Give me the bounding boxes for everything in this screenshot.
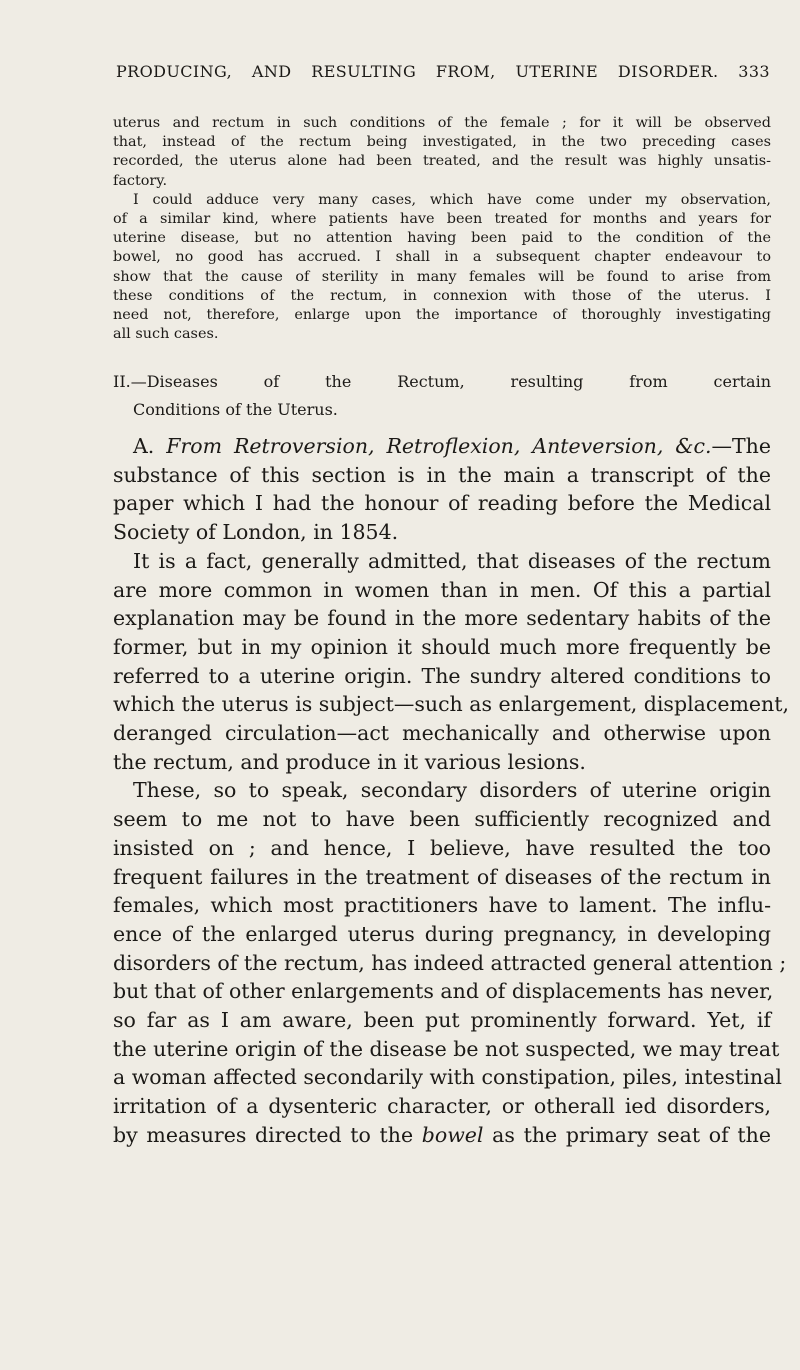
- text-line: ence of the enlarged uterus during pregnancy, in developing: [113, 921, 771, 946]
- text-line: the rectum, and produce in it various lesions.: [113, 749, 586, 774]
- running-title: PRODUCING, AND RESULTING FROM, UTERINE DISORDER.: [116, 62, 719, 81]
- text-line: of a similar kind, where patients have been treated for months and years for: [113, 211, 771, 228]
- text-line: females, which most practitioners have to lament. The influ-: [113, 893, 771, 918]
- text-line: need not, therefore, enlarge upon the importance of thoroughly investigating: [113, 307, 771, 324]
- text-line: These, so to speak, secondary disorders of uterine origin: [133, 778, 771, 803]
- final-line-start: by measures directed to the: [113, 1122, 422, 1147]
- text-line: It is a fact, generally admitted, that diseases of the rectum: [133, 548, 771, 573]
- text-line: irritation of a dysenteric character, or otherall ied disorders,: [113, 1094, 771, 1119]
- text-line: that, instead of the rectum being investigated, in the two preceding cases: [113, 134, 771, 151]
- text-line: but that of other enlargements and of displacements has never,: [113, 979, 774, 1004]
- text-line: so far as I am aware, been put prominently forward. Yet, if: [113, 1008, 771, 1033]
- text-line: Society of London, in 1854.: [113, 520, 399, 545]
- text-line: paper which I had the honour of reading before the Medical: [113, 491, 771, 516]
- text-line: the uterine origin of the disease be not suspected, we may treat: [113, 1036, 780, 1061]
- running-header: [116, 62, 770, 81]
- final-line-end: as the primary seat of the: [483, 1122, 771, 1147]
- page-number: 333: [738, 62, 770, 81]
- subsection-label: A.: [133, 434, 155, 458]
- text-line: which the uterus is subject—such as enlargement, displacement,: [113, 692, 789, 717]
- text-line: frequent failures in the treatment of diseases of the rectum in: [113, 864, 771, 889]
- final-text-line: [113, 1121, 771, 1150]
- section-heading-line: Conditions of the Uterus.: [133, 400, 338, 419]
- text-line: deranged circulation—act mechanically and otherwise upon: [113, 721, 771, 746]
- text-line: show that the cause of sterility in many females will be found to arise from: [113, 268, 771, 285]
- text-line: bowel, no good has accrued. I shall in a subsequent chapter endeavour to: [113, 249, 771, 266]
- subsection-first-line-rest: —The: [711, 434, 771, 458]
- body-text: [113, 432, 789, 1150]
- text-line: seem to me not to have been sufficiently recognized and: [113, 807, 771, 832]
- text-line: insisted on ; and hence, I believe, have resulted the too: [113, 835, 771, 860]
- text-line: recorded, the uterus alone had been treated, and the result was highly unsatis-: [113, 153, 771, 170]
- text-line: referred to a uterine origin. The sundry altered conditions to: [113, 663, 771, 688]
- text-line: are more common in women than in men. Of this a partial: [113, 577, 771, 602]
- subsection-first-line: [113, 432, 771, 461]
- text-line: substance of this section is in the main a transcript of the: [113, 462, 771, 487]
- text-line: all such cases.: [113, 326, 219, 343]
- section-heading-line: II.—Diseases of the Rectum, resulting from certain: [113, 372, 771, 391]
- text-line: explanation may be found in the more sedentary habits of the: [113, 606, 771, 631]
- italic-word: bowel: [421, 1122, 484, 1147]
- subsection-title: From Retroversion, Retroflexion, Anteversion, &c.: [166, 434, 712, 458]
- section-heading: [113, 368, 771, 424]
- text-line: a woman affected secondarily with constipation, piles, intestinal: [113, 1065, 782, 1090]
- text-line: former, but in my opinion it should much more frequently be: [113, 634, 771, 659]
- text-line: uterine disease, but no attention having been paid to the condition of the: [113, 230, 771, 247]
- text-line: these conditions of the rectum, in connexion with those of the uterus. I: [113, 287, 771, 304]
- small-print-paragraphs: [113, 114, 771, 344]
- text-line: I could adduce very many cases, which have come under my observation,: [133, 191, 771, 208]
- text-line: disorders of the rectum, has indeed attracted general attention ;: [113, 950, 787, 975]
- text-line: factory.: [113, 172, 168, 189]
- text-line: uterus and rectum in such conditions of the female ; for it will be observed: [113, 115, 771, 131]
